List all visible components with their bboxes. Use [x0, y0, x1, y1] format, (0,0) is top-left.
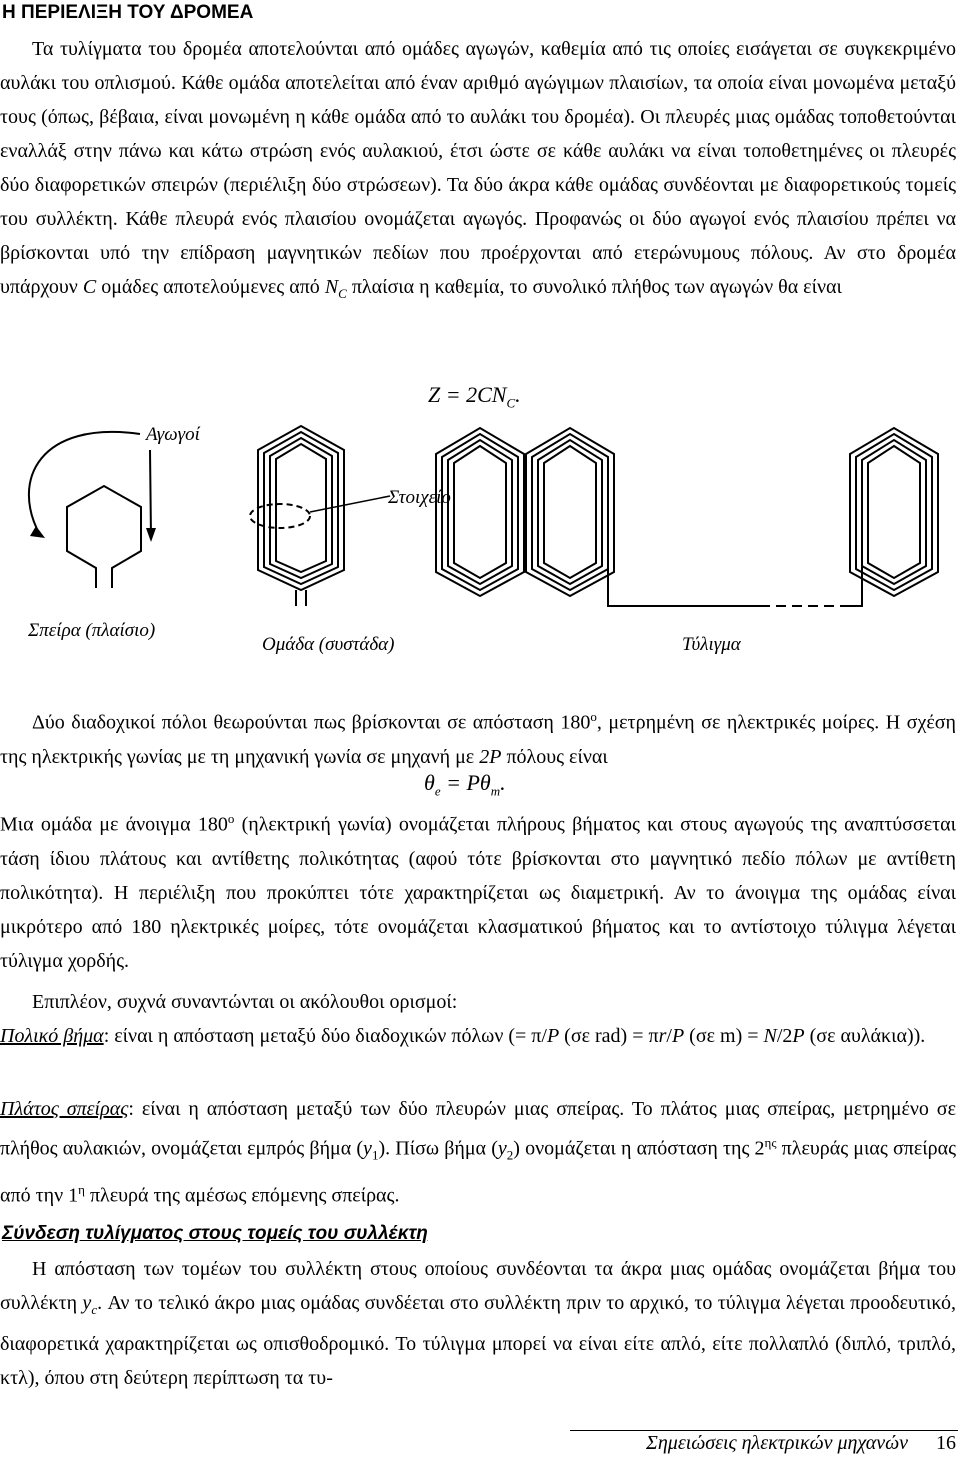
paragraph-definitions-intro: Επιπλέον, συχνά συναντώνται οι ακόλουθοι ορισμοί:	[32, 991, 458, 1013]
coil-diagram	[29, 432, 151, 588]
footer	[646, 1432, 956, 1455]
paragraph-full-pitch: Μια ομάδα με άνοιγμα $180^o$ (ηλεκτρική γωνία) ονομάζεται πλήρους βήματος και στους αγωγούς της αναπτύσσεται τάση ίδιου πλάτους και αντίθετης πολικότητας (αφού τότε βρίσκονται στο μαγνητικό πεδίο πόλων με αντίθετη πολικότητα). Η περιέλιξη που προκύπτει τότε χαρακτηρίζεται ως διαμετρική. Αν το άνοιγμα της ομάδας είναι μικρότερο από 180 ηλεκτρικές μοίρες, τότε ονομάζεται κλασματικού βήματος και το αντίστοιχο τύλιγμα λέγεται τύλιγμα χορδής.	[0, 811, 957, 972]
label-element: Στοιχείο	[388, 487, 451, 508]
group-diagram	[258, 426, 344, 606]
paragraph-poles: Δύο διαδοχικοί πόλοι θεωρούνται πως βρίσκονται σε απόσταση $180^o$, μετρημένη σε ηλεκτρικές μοίρες. Η σχέση της ηλεκτρικής γωνίας με τη μηχανική γωνία σε μηχανή με 2P πόλους είναι	[0, 709, 956, 768]
coil-outline	[67, 486, 141, 588]
footer-rule	[570, 1430, 958, 1431]
equation-theta: $\theta_e = P\theta_m$.	[424, 770, 506, 799]
equation-z: $Z = 2CN_C$.	[428, 382, 521, 411]
label-conductors: Αγωγοί	[146, 424, 200, 445]
footer-title: Σημειώσεις ηλεκτρικών μηχανών	[645, 1432, 908, 1454]
paragraph-commutator: Η απόσταση των τομέων του συλλέκτη στους οποίους συνδέονται τα άκρα μιας ομάδας ονομάζεται βήμα του συλλέκτη $y_c$. Αν το τελικό άκρο μιας ομάδας συνδέεται στο συλλέκτη πριν το αρχικό, το τύλιγμα λέγεται προοδευτικό, διαφορετικά χαρακτηρίζεται ως οπισθοδρομικό. Το τύλιγμα μπορεί να είναι είτε απλό, είτε πολλαπλό (διπλό, τριπλό, κτλ), όπου στη δεύτερη περίπτωση τα τυ-	[0, 1258, 956, 1389]
element-arrow	[310, 496, 390, 512]
arrowhead-right	[146, 528, 156, 542]
page-number: 16	[936, 1432, 956, 1454]
definition-pole-pitch: Πολικό βήμα: είναι η απόσταση μεταξύ δύο διαδοχικών πόλων (= π/P (σε rad) = πr/P (σε m) = N/2P (σε αυλάκια)).	[0, 1025, 926, 1047]
label-coil: Σπείρα (πλαίσιο)	[28, 620, 156, 641]
winding-diagram	[436, 428, 938, 606]
label-group: Ομάδα (συστάδα)	[262, 634, 395, 655]
label-winding: Τύλιγμα	[682, 634, 741, 655]
section-heading: Η ΠΕΡΙΕΛΙΞΗ ΤΟΥ ΔΡΟΜΕΑ	[2, 2, 254, 23]
paragraph-intro: Τα τυλίγματα του δρομέα αποτελούνται από ομάδες αγωγών, καθεμία από τις οποίες εισάγεται σε συγκεκριμένο αυλάκι του οπλισμού. Κάθε ομάδα αποτελείται από έναν αριθμό αγώγιμων πλαισίων, τα οποία είναι μονωμένα μεταξύ τους (όπως, βέβαια, είναι μονωμένη η κάθε ομάδα από το αυλάκι του δρομέα). Οι πλευρές μιας ομάδας τοποθετούνται εναλλάξ στην πάνω και κάτω στρώση ενός αυλακιού, έτσι ώστε σε κάθε αυλάκι να είναι τοποθετημένες οι πλευρές δύο διαφορετικών σπειρών (περιέλιξη δύο στρώσεων). Τα δύο άκρα κάθε ομάδας συνδέονται με διαφορετικούς τομείς του συλλέκτη. Κάθε πλευρά ενός πλαισίου ονομάζεται αγωγός. Προφανώς οι δύο αγωγοί ενός πλαισίου πρέπει να βρίσκονται υπό την επίδραση μαγνητικών πεδίων που προέρχονται από ετερώνυμους πόλους. Αν στο δρομέα υπάρχουν C ομάδες αποτελούμενες από $N_C$ πλαίσια η καθεμία, το συνολικό πλήθος των αγωγών θα είναι	[0, 38, 956, 301]
arrow-to-conductor	[29, 432, 140, 535]
arrow-to-conductor-right	[150, 450, 151, 538]
section-heading-commutator: Σύνδεση τυλίγματος στους τομείς του συλλέκτη	[2, 1223, 428, 1244]
definition-coil-span: Πλάτος σπείρας: είναι η απόσταση μεταξύ των δύο πλευρών μιας σπείρας. Το πλάτος μιας σπείρας, μετρημένο σε πλήθος αυλακιών, ονομάζεται εμπρός βήμα $(y_1)$. Πίσω βήμα $(y_2)$ ονομάζεται η απόσταση της $2^{\eta\varsigma}$ πλευράς μιας σπείρας από την $1^\eta$ πλευρά της αμέσως επόμενης σπείρας.	[0, 1098, 956, 1207]
